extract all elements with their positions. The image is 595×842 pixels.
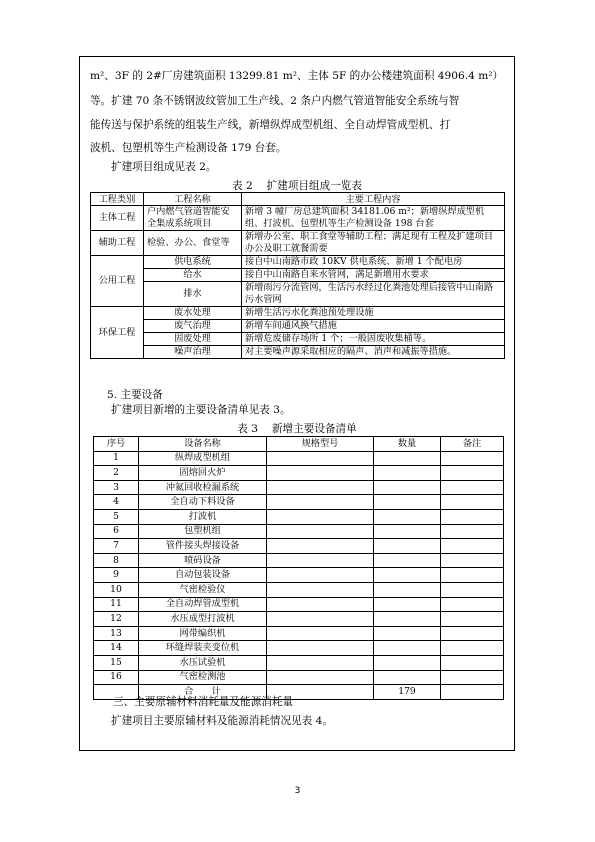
- total-label: 合 计: [139, 685, 267, 700]
- table-header-row: [94, 437, 504, 452]
- name-cell: 噪声治理: [144, 346, 242, 359]
- spec-cell: [267, 480, 374, 495]
- name-cell: 废水处理: [144, 307, 242, 320]
- table-row: [94, 626, 504, 641]
- header-qty: 数量: [374, 437, 441, 452]
- row-number: 16: [94, 670, 139, 685]
- table-row: [94, 480, 504, 495]
- qty-cell: [374, 524, 441, 539]
- remark-cell: [441, 466, 504, 481]
- table-row: [94, 509, 504, 524]
- spec-cell: [267, 597, 374, 612]
- table4-intro: 扩建项目主要原辅材料及能源消耗情况见表 4。: [111, 715, 333, 727]
- category-cell: 主体工程: [91, 206, 144, 231]
- table2-caption: 表 2 扩建项目组成一览表: [231, 180, 362, 192]
- spec-cell: [267, 655, 374, 670]
- equipment-name: 喷码设备: [139, 553, 267, 568]
- remark-cell: [441, 670, 504, 685]
- table2-intro: 扩建项目组成见表 2。: [111, 161, 217, 173]
- qty-cell: [374, 612, 441, 627]
- category-cell: 辅助工程: [91, 231, 144, 256]
- qty-cell: [374, 466, 441, 481]
- remark-cell: [441, 539, 504, 554]
- remark-cell: [441, 495, 504, 510]
- table3-intro: 扩建项目新增的主要设备清单见表 3。: [111, 404, 291, 416]
- table-row: [91, 206, 505, 231]
- header-equipment-name: 设备名称: [139, 437, 267, 452]
- header-no: 序号: [94, 437, 139, 452]
- row-number: 10: [94, 582, 139, 597]
- content-cell: 接自中山南路自来水管网，满足新增用水要求: [242, 269, 505, 282]
- row-number: 8: [94, 553, 139, 568]
- remark-cell: [441, 480, 504, 495]
- equipment-name: 环缝焊装夹变位机: [139, 641, 267, 656]
- project-composition-table: [90, 192, 505, 359]
- total-remark-cell: [441, 685, 504, 700]
- row-number: 9: [94, 568, 139, 583]
- page-number: 3: [294, 786, 301, 796]
- table-row: [94, 495, 504, 510]
- row-number: 3: [94, 480, 139, 495]
- qty-cell: [374, 641, 441, 656]
- table-row: [91, 269, 505, 282]
- intro-line-2: 等。扩建 70 条不锈钢波纹管加工生产线、2 条户内燃气管道智能安全系统与智: [90, 95, 460, 107]
- name-cell: 排水: [144, 282, 242, 307]
- row-number: 1: [94, 451, 139, 466]
- intro-line-4: 波机、包塑机等生产检测设备 179 台套。: [90, 142, 287, 154]
- table-header-row: [91, 193, 505, 206]
- table-row: [91, 346, 505, 359]
- section3-heading: 三、主要原辅材料消耗量及能源消耗量: [113, 696, 294, 708]
- qty-cell: [374, 553, 441, 568]
- table-row: [91, 256, 505, 269]
- remark-cell: [441, 553, 504, 568]
- spec-cell: [267, 466, 374, 481]
- spec-cell: [267, 524, 374, 539]
- name-cell: 检验、办公、食堂等: [144, 231, 242, 256]
- remark-cell: [441, 524, 504, 539]
- name-cell: 供电系统: [144, 256, 242, 269]
- row-number: 6: [94, 524, 139, 539]
- row-number: 12: [94, 612, 139, 627]
- remark-cell: [441, 626, 504, 641]
- table-row: [94, 597, 504, 612]
- table-row: [94, 466, 504, 481]
- equipment-name: 冲氦回收检漏系统: [139, 480, 267, 495]
- name-cell: 固废处理: [144, 333, 242, 346]
- equipment-name: 包塑机组: [139, 524, 267, 539]
- content-cell: 对主要噪声源采取相应的隔声、消声和减振等措施。: [242, 346, 505, 359]
- spec-cell: [267, 539, 374, 554]
- spec-cell: [267, 641, 374, 656]
- content-cell: 新增雨污分流管网，生活污水经过化粪池处理后接管中山南路污水管网: [242, 282, 505, 307]
- table-row: [91, 333, 505, 346]
- table-row: [91, 231, 505, 256]
- equipment-name: 管件接头焊接设备: [139, 539, 267, 554]
- equipment-name: 全自动焊管成型机: [139, 597, 267, 612]
- equipment-name: 固熔回火炉: [139, 466, 267, 481]
- remark-cell: [441, 568, 504, 583]
- qty-cell: [374, 670, 441, 685]
- qty-cell: [374, 568, 441, 583]
- spec-cell: [267, 670, 374, 685]
- table-row: [91, 320, 505, 333]
- equipment-table: [93, 436, 504, 700]
- table-row: [94, 568, 504, 583]
- row-number: 7: [94, 539, 139, 554]
- table-row: [94, 670, 504, 685]
- row-number: 2: [94, 466, 139, 481]
- content-cell: 新增生活污水化粪池预处理设施: [242, 307, 505, 320]
- remark-cell: [441, 655, 504, 670]
- content-cell: 新增危废储存场所 1 个；一般固废收集桶等。: [242, 333, 505, 346]
- remark-cell: [441, 509, 504, 524]
- table-row: [94, 655, 504, 670]
- content-cell: 新增 3 幢厂房总建筑面积 34181.06 m²；新增纵焊成型机组、打波机、包塑机等生产检测设备 198 台套: [242, 206, 505, 231]
- remark-cell: [441, 582, 504, 597]
- qty-cell: [374, 582, 441, 597]
- table-row: [94, 539, 504, 554]
- row-number: 5: [94, 509, 139, 524]
- qty-cell: [374, 655, 441, 670]
- equipment-name: 水压试验机: [139, 655, 267, 670]
- name-cell: 户内燃气管道智能安全集成系统项目: [144, 206, 242, 231]
- content-cell: 新增办公室、职工食堂等辅助工程；满足现有工程及扩建项目办公及职工就餐需要: [242, 231, 505, 256]
- row-number: 11: [94, 597, 139, 612]
- spec-cell: [267, 451, 374, 466]
- table3-caption: 表 3 新增主要设备清单: [237, 423, 357, 435]
- table-row: [94, 612, 504, 627]
- spec-cell: [267, 495, 374, 510]
- equipment-name: 打波机: [139, 509, 267, 524]
- qty-cell: [374, 451, 441, 466]
- spec-cell: [267, 582, 374, 597]
- equipment-name: 纵焊成型机组: [139, 451, 267, 466]
- intro-line-1: m²、3F 的 2#厂房建筑面积 13299.81 m²、主体 5F 的办公楼建筑面积 4906.4 m²）: [90, 70, 504, 82]
- header-name: 工程名称: [144, 193, 242, 206]
- table-row: [94, 582, 504, 597]
- table-row: [94, 451, 504, 466]
- qty-cell: [374, 509, 441, 524]
- content-cell: 接自中山南路市政 10KV 供电系统、新增 1 个配电房: [242, 256, 505, 269]
- section5-heading: 5. 主要设备: [107, 389, 163, 401]
- equipment-name: 全自动下料设备: [139, 495, 267, 510]
- equipment-name: 气密检验仪: [139, 582, 267, 597]
- equipment-name: 水压成型打波机: [139, 612, 267, 627]
- header-category: 工程类别: [91, 193, 144, 206]
- table-row: [94, 641, 504, 656]
- equipment-name: 网带编织机: [139, 626, 267, 641]
- qty-cell: [374, 626, 441, 641]
- spec-cell: [267, 568, 374, 583]
- header-content: 主要工程内容: [242, 193, 505, 206]
- equipment-name: 自动包装设备: [139, 568, 267, 583]
- category-cell: 公用工程: [91, 256, 144, 307]
- row-number: 15: [94, 655, 139, 670]
- spec-cell: [267, 626, 374, 641]
- remark-cell: [441, 612, 504, 627]
- table-row: [94, 524, 504, 539]
- name-cell: 给水: [144, 269, 242, 282]
- table-row: [94, 553, 504, 568]
- header-spec: 规格型号: [267, 437, 374, 452]
- qty-cell: [374, 480, 441, 495]
- table-row: [91, 307, 505, 320]
- remark-cell: [441, 451, 504, 466]
- spec-cell: [267, 509, 374, 524]
- row-number: 13: [94, 626, 139, 641]
- qty-cell: [374, 539, 441, 554]
- row-number: 14: [94, 641, 139, 656]
- equipment-name: 气密检测池: [139, 670, 267, 685]
- content-cell: 新增车间通风换气措施: [242, 320, 505, 333]
- row-number: 4: [94, 495, 139, 510]
- qty-cell: [374, 495, 441, 510]
- total-qty: 179: [374, 685, 441, 700]
- header-remark: 备注: [441, 437, 504, 452]
- remark-cell: [441, 597, 504, 612]
- category-cell: 环保工程: [91, 307, 144, 359]
- qty-cell: [374, 597, 441, 612]
- table-row: [91, 282, 505, 307]
- spec-cell: [267, 612, 374, 627]
- name-cell: 废气治理: [144, 320, 242, 333]
- remark-cell: [441, 641, 504, 656]
- intro-line-3: 能传送与保护系统的组装生产线，新增纵焊成型机组、全自动焊管成型机、打: [90, 119, 451, 131]
- spec-cell: [267, 553, 374, 568]
